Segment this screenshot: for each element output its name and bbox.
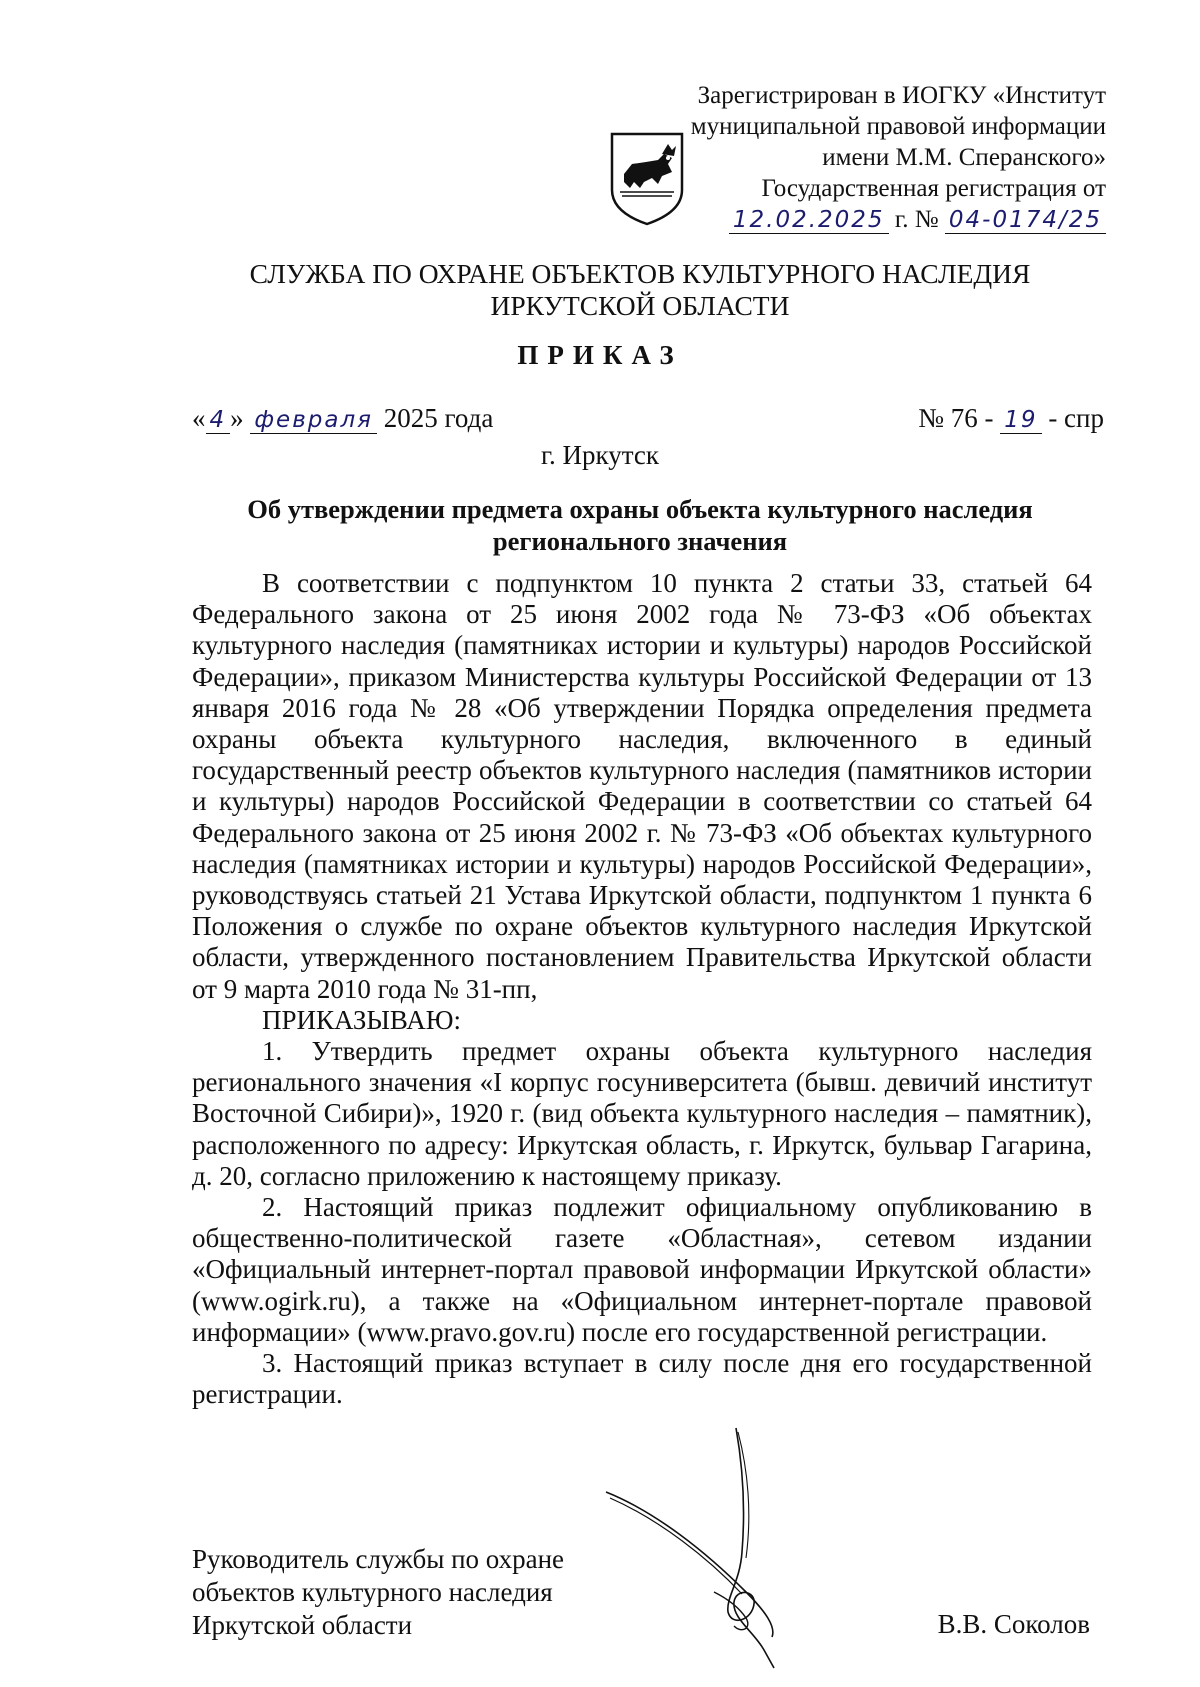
order-number-prefix: № 76 -: [918, 403, 994, 433]
city: г. Иркутск: [541, 440, 659, 470]
registration-number: 04-0174/25: [945, 207, 1106, 234]
agency-name: [190, 258, 1090, 322]
registration-line-4: Государственная регистрация от: [761, 175, 1106, 202]
date-close-quote: »: [230, 403, 244, 433]
registration-number-label: г. №: [894, 206, 939, 233]
agency-name-line-1: СЛУЖБА ПО ОХРАНЕ ОБЪЕКТОВ КУЛЬТУРНОГО НАСЛЕДИЯ: [249, 258, 1031, 289]
order-word: ПРИКАЗЫВАЮ:: [262, 1004, 461, 1035]
order-item-1: 1. Утвердить предмет охраны объекта культурного наследия регионального значения «I корпус госуниверситета (бывш. девичий институт Восточной Сибири)», 1920 г. (вид объекта культурного наследия – памятник), расположенного по адресу: Иркутская область, г. Иркутск, бульвар Гагарина, д. 20, согласно приложению к настоящему приказу.: [192, 1036, 1092, 1191]
document-title-line-2: регионального значения: [492, 526, 788, 556]
date-month: февраля: [250, 407, 377, 434]
date-day: 4: [206, 407, 231, 434]
signer-name: В.В. Соколов: [937, 1609, 1090, 1639]
order-number: [918, 403, 1104, 434]
agency-name-line-2: ИРКУТСКОЙ ОБЛАСТИ: [490, 290, 790, 321]
registration-date: 12.02.2025: [729, 207, 889, 234]
order-date: [192, 403, 493, 434]
signer-position-line-2: объектов культурного наследия: [192, 1577, 553, 1607]
registration-line-1: Зарегистрирован в ИОГКУ «Институт: [697, 82, 1106, 109]
document-body: [192, 568, 1092, 1410]
registration-line-3: имени М.М. Сперанского»: [822, 144, 1106, 171]
document-type: ПРИКАЗ: [517, 340, 683, 370]
signer-position-line-1: Руководитель службы по охране: [192, 1544, 565, 1574]
registration-date-number-row: [690, 204, 1106, 235]
registration-stamp: [690, 80, 1106, 235]
signer-position-line-3: Иркутской области: [192, 1610, 413, 1640]
order-item-2: 2. Настоящий приказ подлежит официальному опубликованию в общественно-политической газете «Областная», сетевом издании «Официальный интернет-портал правовой информации Иркутской области» (www.ogirk.ru), а также на «Официальном интернет-портале правовой информации» (www.pravo.gov.ru) после его государственной регистрации.: [192, 1192, 1092, 1347]
preamble-paragraph: В соответствии с подпунктом 10 пункта 2 статьи 33, статьей 64 Федерального закона от 25 июня 2002 года № 73-ФЗ «Об объектах культурного наследия (памятниках истории и культуры) народов Российской Федерации», приказом Министерства культуры Российской Федерации от 13 января 2016 года № 28 «Об утверждении Порядка определения предмета охраны объекта культурного наследия, включенного в единый государственный реестр объектов культурного наследия (памятников истории и культуры) народов Российской Федерации в соответствии со статьей 64 Федерального закона от 25 июня 2002 г. № 73-ФЗ «Об объектах культурного наследия (памятниках истории и культуры) народов Российской Федерации», руководствуясь статьей 21 Устава Иркутской области, подпунктом 1 пункта 6 Положения о службе по охране объектов культурного наследия Иркутской области, утвержденного постановлением Правительства Иркутской области от 9 марта 2010 года № 31-пп,: [192, 568, 1092, 1004]
coat-of-arms-icon: [606, 128, 688, 228]
registration-line-2: муниципальной правовой информации: [690, 113, 1106, 140]
date-year: 2025 года: [383, 403, 494, 433]
document-title: [190, 493, 1090, 557]
date-open-quote: «: [192, 403, 206, 433]
order-number-suffix: - спр: [1048, 403, 1104, 433]
signature-icon: [596, 1422, 826, 1672]
order-item-3: 3. Настоящий приказ вступает в силу после дня его государственной регистрации.: [192, 1348, 1092, 1410]
document-title-line-1: Об утверждении предмета охраны объекта культурного наследия: [247, 494, 1033, 524]
order-number-handwritten: 19: [1000, 407, 1041, 434]
signer-position: [192, 1543, 564, 1642]
